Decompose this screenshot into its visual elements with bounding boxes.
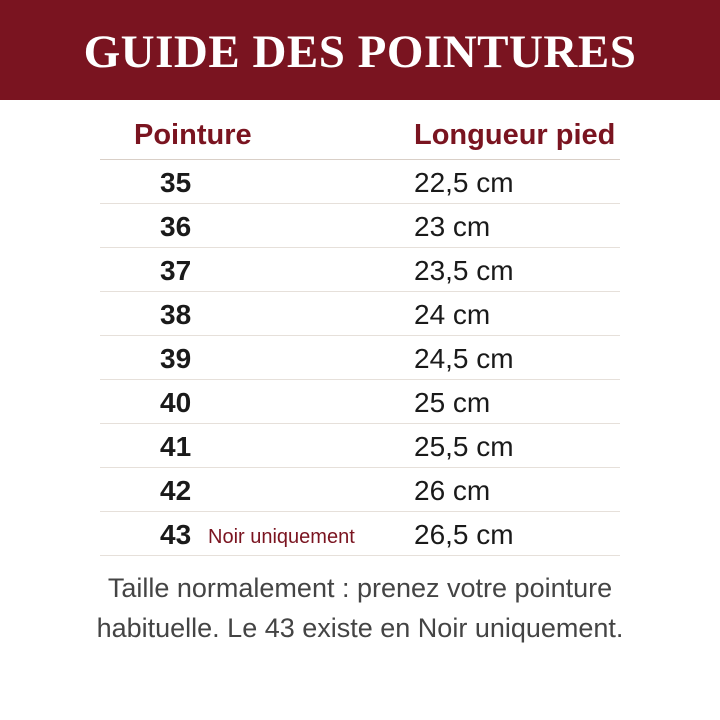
table-row: [100, 380, 620, 424]
table-row: [100, 424, 620, 468]
sizing-footnote: [0, 568, 720, 648]
table-row: [100, 292, 620, 336]
foot-length-value: 25 cm: [414, 387, 491, 418]
size-value: 41: [160, 431, 192, 462]
title-banner: [0, 0, 720, 100]
size-value: 42: [160, 475, 192, 506]
table-row: [100, 248, 620, 292]
size-table: [100, 160, 620, 556]
size-availability-note: Noir uniquement: [208, 526, 355, 548]
size-value: 38: [160, 299, 192, 330]
foot-length-value: 24,5 cm: [414, 343, 514, 374]
size-value: 40: [160, 387, 192, 418]
table-header: [100, 112, 620, 160]
table-row: [100, 336, 620, 380]
size-value: 43: [160, 519, 192, 550]
table-row: [100, 512, 620, 556]
foot-length-value: 25,5 cm: [414, 431, 514, 462]
column-header-length: Longueur pied: [414, 119, 616, 151]
column-header-size: Pointure: [134, 119, 252, 151]
page-title: GUIDE DES POINTURES: [83, 26, 637, 78]
foot-length-value: 23 cm: [414, 211, 491, 242]
table-row: [100, 204, 620, 248]
size-value: 37: [160, 255, 192, 286]
footnote-line-2: habituelle. Le 43 existe en Noir uniquement.: [96, 613, 624, 643]
size-value: 35: [160, 167, 192, 198]
size-value: 39: [160, 343, 192, 374]
foot-length-value: 26 cm: [414, 475, 491, 506]
table-row: [100, 160, 620, 204]
table-row: [100, 468, 620, 512]
foot-length-value: 24 cm: [414, 299, 491, 330]
footnote-line-1: Taille normalement : prenez votre pointure: [107, 573, 613, 603]
foot-length-value: 26,5 cm: [414, 519, 514, 550]
size-value: 36: [160, 211, 192, 242]
foot-length-value: 22,5 cm: [414, 167, 514, 198]
foot-length-value: 23,5 cm: [414, 255, 514, 286]
